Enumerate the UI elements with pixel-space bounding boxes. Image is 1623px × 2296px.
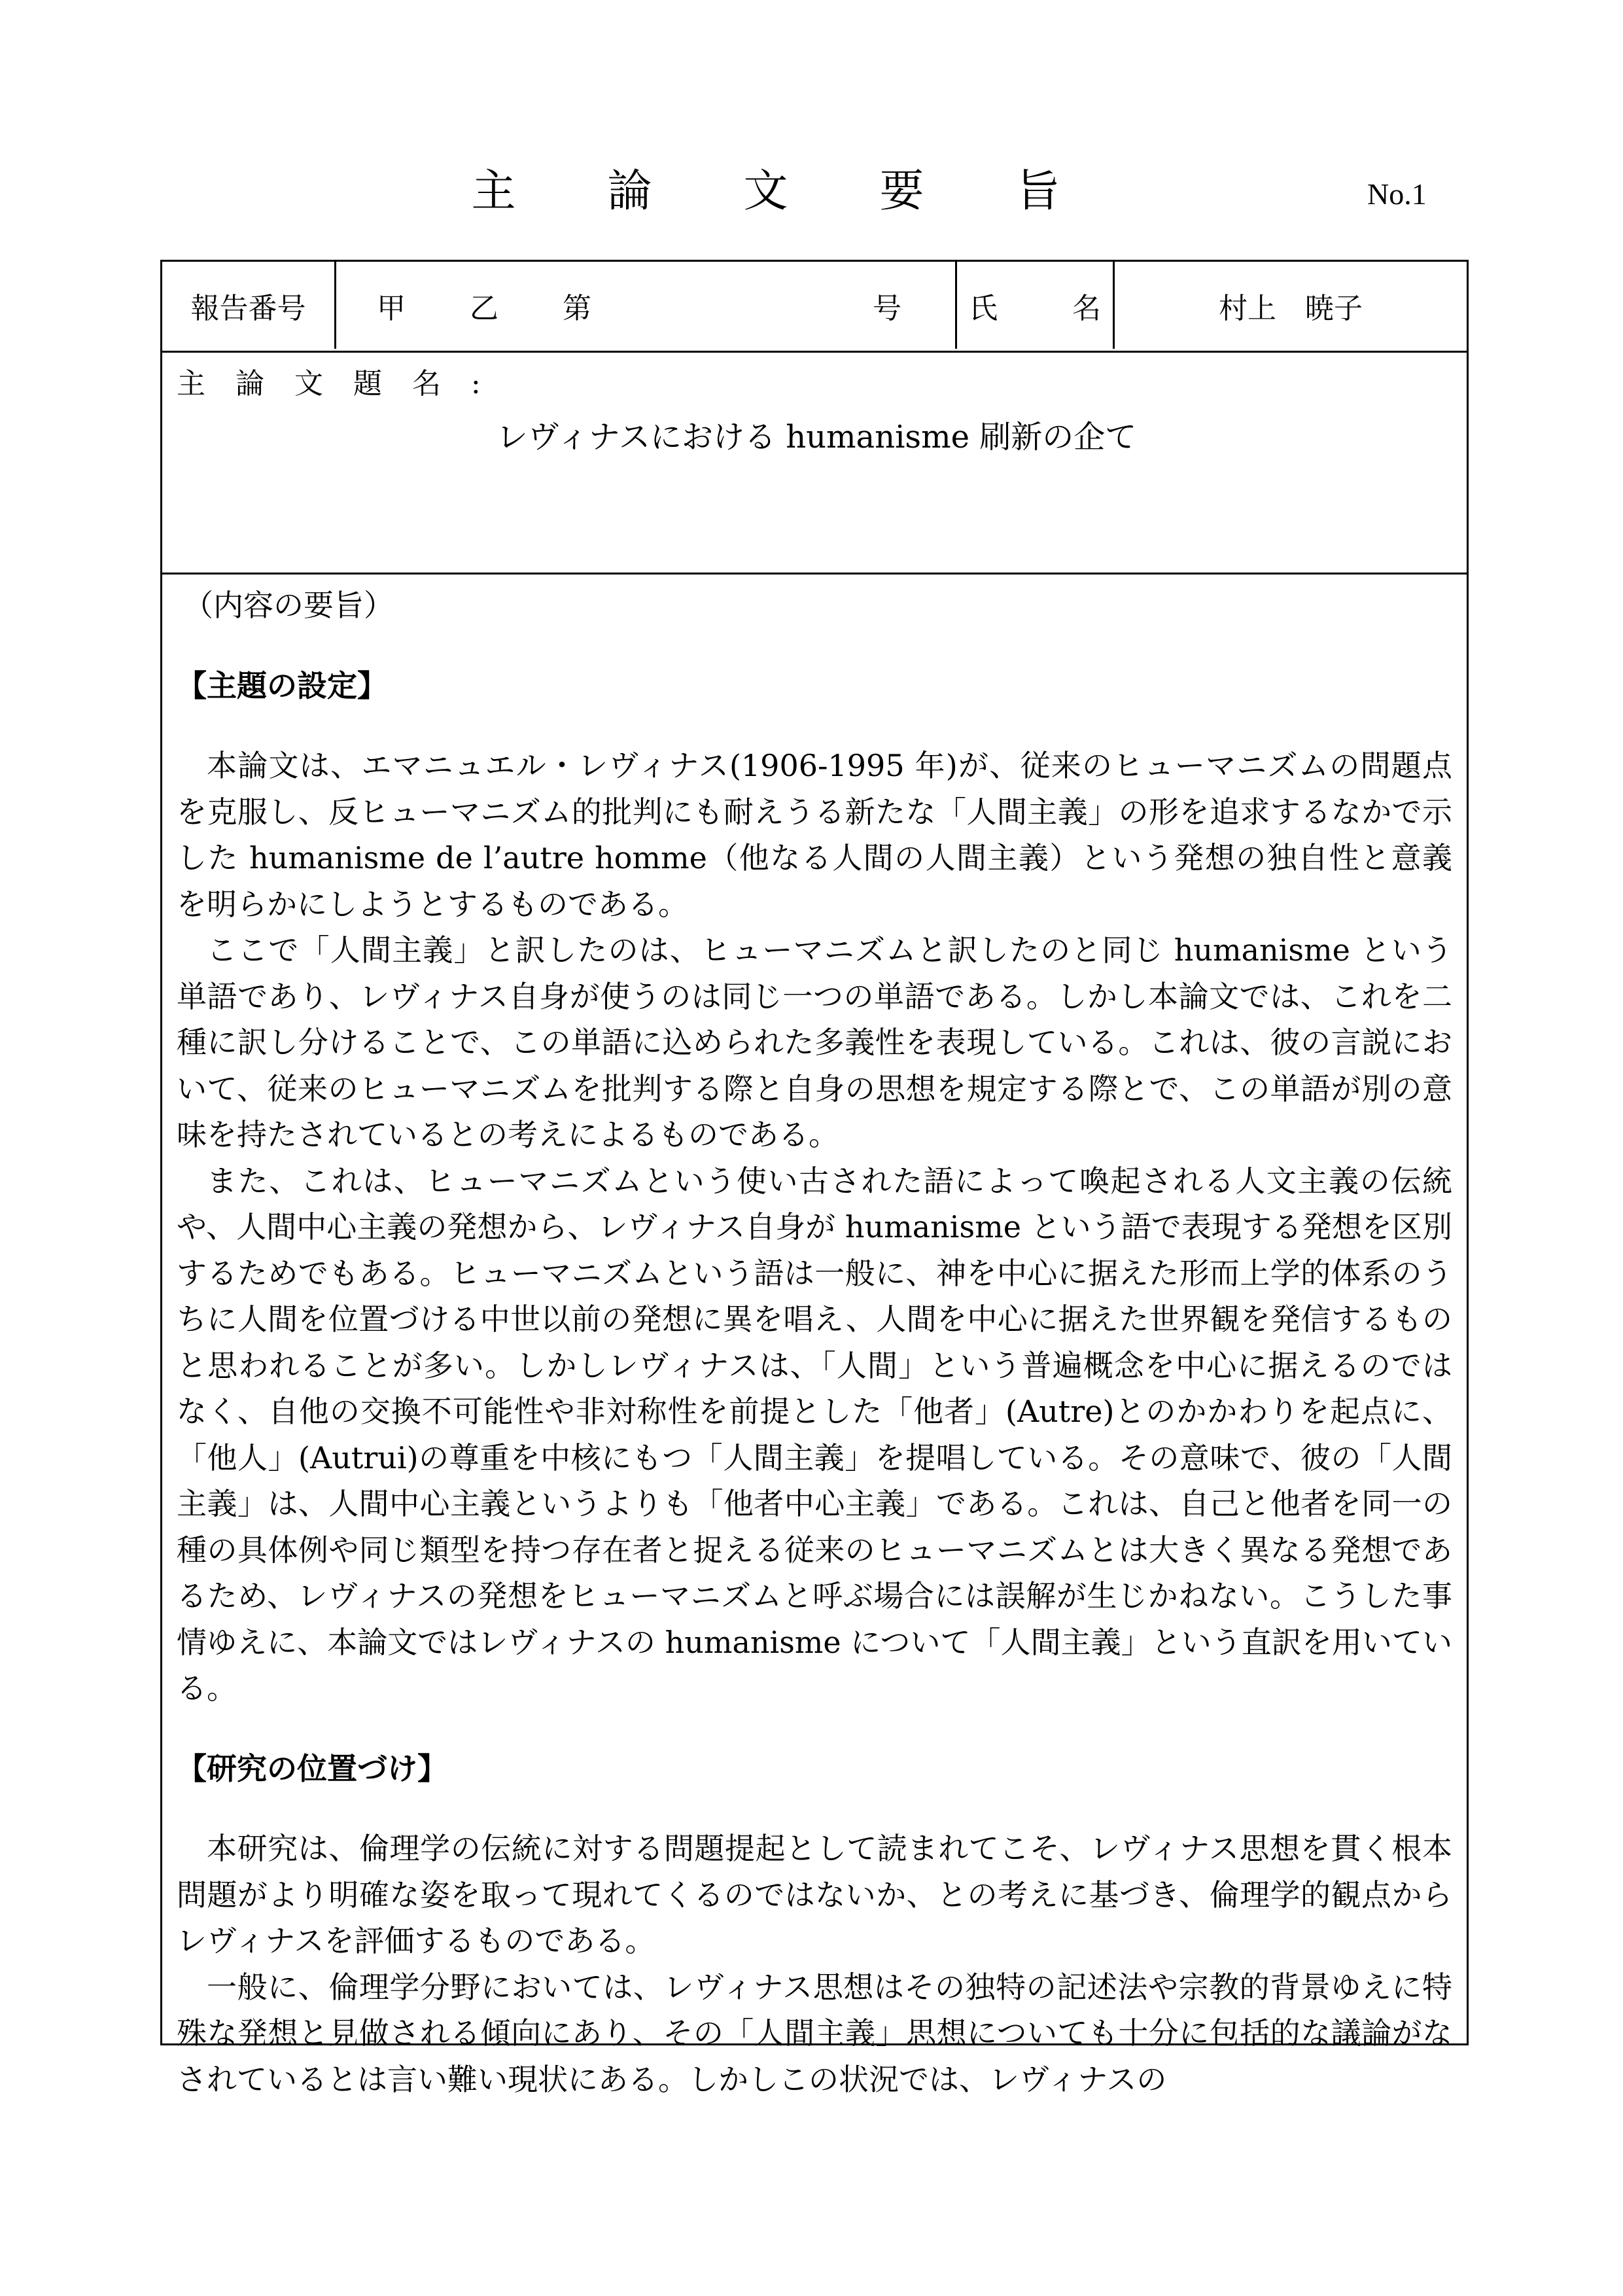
summary-body [177, 582, 1452, 2102]
paragraph: ここで「人間主義」と訳したのは、ヒューマニズムと訳したのと同じ humanisme という単語であり、レヴィナス自身が使うのは同じ一つの単語である。しかし本論文では、これを二種に訳し分けることで、この単語に込められた多義性を表現している。これは、彼の言説において、従来のヒューマニズムを批判する際と自身の思想を規定する際とで、この単語が別の意味を持たされているとの考えによるものである。 [177, 932, 1452, 1152]
paragraph: 本研究は、倫理学の伝統に対する問題提起として読まれてこそ、レヴィナス思想を貫く根本問題がより明確な姿を取って現れてくるのではないか、との考えに基づき、倫理学的観点からレヴィナスを評価するものである。 [177, 1831, 1452, 1958]
report-number-suffix: 号 [873, 291, 901, 325]
title-char: 論 [607, 166, 744, 217]
report-number-label: 報告番号 [162, 262, 336, 349]
thesis-title: レヴィナスにおける humanisme 刷新の企て [496, 419, 1137, 455]
thesis-title-label: 主 論 文 題 名 : [177, 367, 491, 400]
report-number-value [336, 262, 957, 349]
page-number: No.1 [1367, 177, 1427, 211]
section-heading-theme: 【主題の設定】 [177, 667, 387, 703]
paragraph: 一般に、倫理学分野においては、レヴィナス思想はその独特の記述法や宗教的背景ゆえに特殊な発想と見做される傾向にあり、その「人間主義」思想についても十分に包括的な議論がなされているとは言い難い現状にある。しかしこの状況では、レヴィナスの [177, 1969, 1452, 2097]
paragraph: 本論文は、エマニュエル・レヴィナス(1906-1995 年)が、従来のヒューマニズムの問題点を克服し、反ヒューマニズム的批判にも耐えうる新たな「人間主義」の形を追求するなかで示した humanisme de l’autre homme（他なる人間の人間主義）という発想の独自性と意義を明らかにしようとするものである。 [177, 748, 1452, 922]
name-label: 氏 名 [957, 262, 1115, 349]
summary-label: （内容の要旨） [183, 588, 394, 623]
author-name: 村上 暁子 [1219, 291, 1363, 325]
thesis-title-row [162, 351, 1467, 574]
title-char: 要 [879, 166, 1016, 217]
info-row [162, 262, 1467, 353]
title-char: 文 [743, 166, 880, 217]
section-heading-position: 【研究の位置づけ】 [177, 1750, 447, 1786]
paragraph: また、これは、ヒューマニズムという使い古された語によって喚起される人文主義の伝統や、人間中心主義の発想から、レヴィナス自身が humanisme という語で表現する発想を区別するためでもある。ヒューマニズムという語は一般に、神を中心に据えた形而上学的体系のうちに人間を位置づける中世以前の発想に異を唱え、人間を中心に据えた世界観を発信するものと思われることが多い。しかしレヴィナスは、「人間」という普遍概念を中心に据えるのではなく、自他の交換不可能性や非対称性を前提とした「他者」(Autre)とのかかわりを起点に、「他人」(Autrui)の尊重を中核にもつ「人間主義」を提唱している。その意味で、彼の「人間主義」は、人間中心主義というよりも「他者中心主義」である。これは、自己と他者を同一の種の具体例や同じ類型を持つ存在者と捉える従来のヒューマニズムとは大きく異なる発想であるため、レヴィナスの発想をヒューマニズムと呼ぶ場合には誤解が生じかねない。こうした事情ゆえに、本論文ではレヴィナスの humanisme について「人間主義」という直訳を用いている。 [177, 1163, 1453, 1706]
title-char: 主 [471, 166, 608, 217]
summary-form [160, 260, 1469, 2097]
report-number-prefix: 甲 乙 第 [377, 291, 619, 325]
title-char: 旨 [1015, 166, 1152, 217]
